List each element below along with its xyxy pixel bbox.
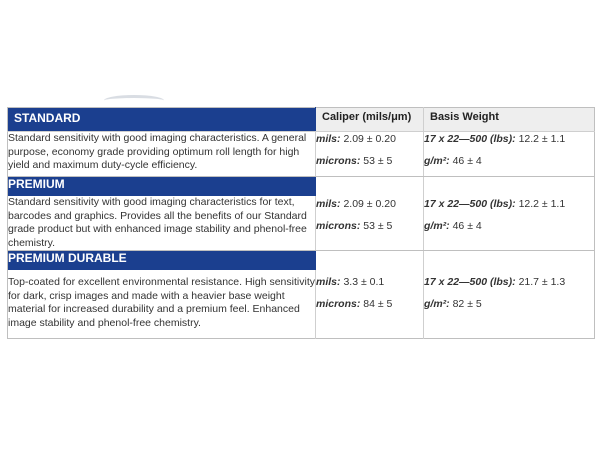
caliper-cell [316,177,424,251]
basis-weight-cell [424,251,595,339]
basis-weight-column-header: Basis Weight [424,108,595,132]
microns-value: 53 ± 5 [363,155,393,167]
gsm-value: 46 ± 4 [452,220,482,232]
mils-value: 3.3 ± 0.1 [343,276,385,288]
caliper-column-header: Caliper (mils/μm) [316,108,424,132]
product-description: Standard sensitivity with good imaging characteristics for text, barcodes and graphics. Provides all the benefits of our Standard grade product but with enhanced image stability and phenol-free chemistry. [8,196,316,251]
mils-label: mils: [316,198,341,210]
gsm-line [424,297,594,311]
microns-label: microns: [316,155,361,167]
lbs-value: 21.7 ± 1.3 [518,276,566,288]
gsm-label: g/m²: [424,220,450,232]
product-description: Top-coated for excellent environmental resistance. High sensitivity for dark, crisp images and made with a heavier base weight material for increased durability and a premium feel. Enhanced image stability and phenol-free chemistry. [8,270,316,339]
mils-line [316,275,423,289]
product-title-row-premium [8,177,595,197]
product-row-standard [8,132,595,177]
lbs-value: 12.2 ± 1.1 [518,198,566,210]
table-header-row [8,108,595,132]
product-title-standard: STANDARD [8,108,316,132]
gsm-line [424,219,594,233]
gsm-line [424,154,594,168]
basis-weight-cell [424,132,595,177]
microns-value: 53 ± 5 [363,220,393,232]
mils-value: 2.09 ± 0.20 [343,198,396,210]
mils-label: mils: [316,133,341,145]
lbs-line [424,197,594,211]
product-description: Standard sensitivity with good imaging characteristics. A general purpose, economy grade providing optimum roll length for high yield and maximum duty-cycle efficiency. [8,132,316,177]
microns-label: microns: [316,298,361,310]
gsm-label: g/m²: [424,155,450,167]
microns-line [316,297,423,311]
gsm-value: 46 ± 4 [452,155,482,167]
microns-line [316,154,423,168]
caliper-cell [316,132,424,177]
mils-line [316,132,423,146]
caliper-cell [316,251,424,339]
mils-line [316,197,423,211]
microns-label: microns: [316,220,361,232]
product-title-row-premium-durable [8,251,595,271]
basis-weight-cell [424,177,595,251]
microns-line [316,219,423,233]
gsm-label: g/m²: [424,298,450,310]
mils-value: 2.09 ± 0.20 [343,133,396,145]
product-title-premium: PREMIUM [8,177,316,197]
product-title-premium-durable: PREMIUM DURABLE [8,251,316,271]
lbs-value: 12.2 ± 1.1 [518,133,566,145]
decorative-swoosh [104,95,164,106]
mils-label: mils: [316,276,341,288]
paper-spec-table [7,107,595,339]
lbs-line [424,132,594,146]
gsm-value: 82 ± 5 [452,298,482,310]
microns-value: 84 ± 5 [363,298,393,310]
lbs-label: 17 x 22—500 (lbs): [424,198,516,210]
lbs-label: 17 x 22—500 (lbs): [424,276,516,288]
lbs-label: 17 x 22—500 (lbs): [424,133,516,145]
lbs-line [424,275,594,289]
